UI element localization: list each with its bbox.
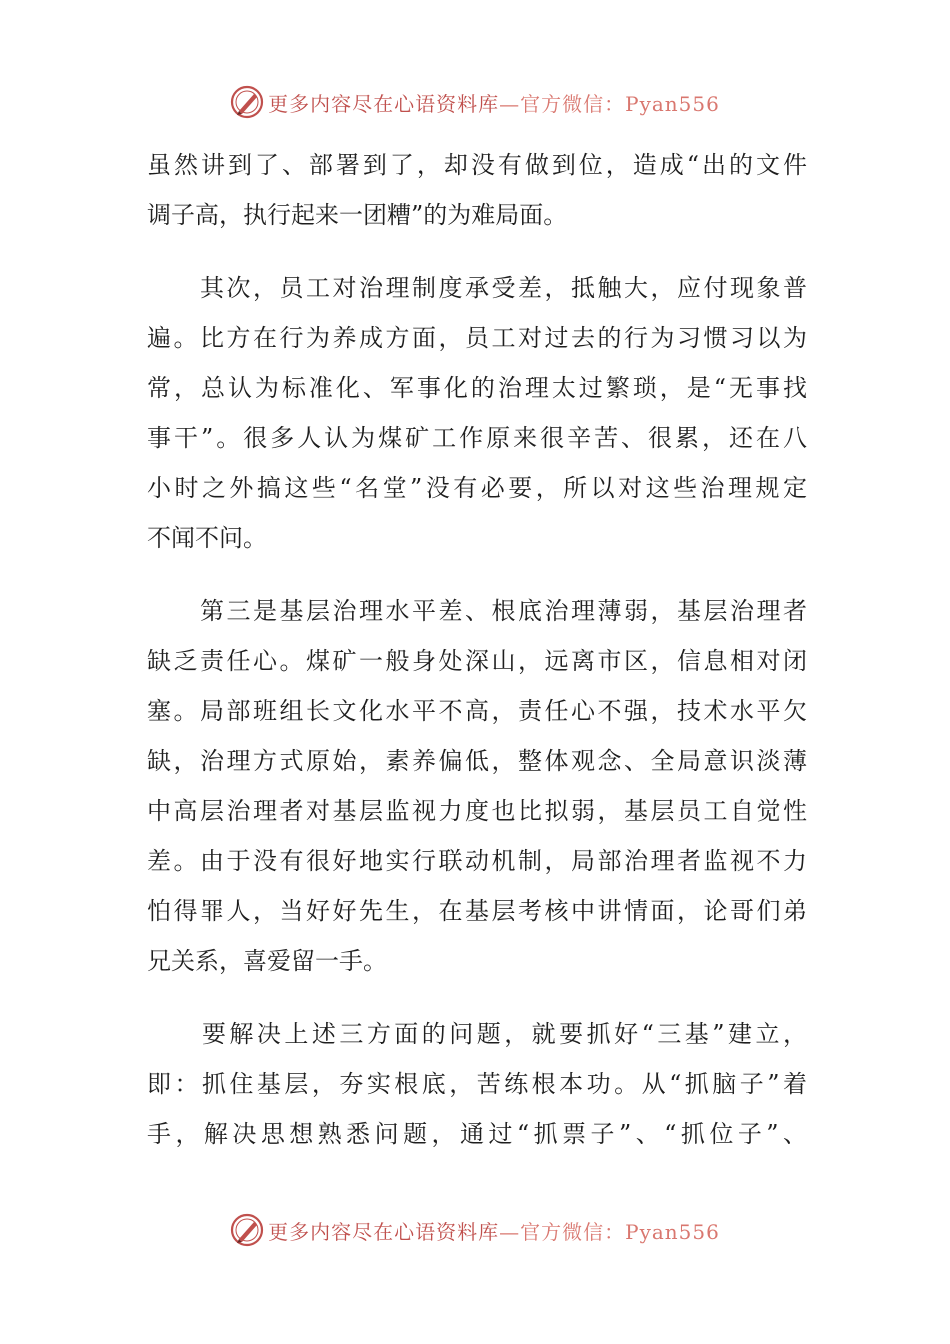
- footer-brand: 更多内容尽在心语资料库: [268, 1219, 500, 1244]
- pen-logo-icon: [230, 1213, 264, 1247]
- header-watermark: [0, 82, 950, 122]
- text-line: 兄关系，喜爱留一手。: [147, 947, 387, 975]
- header-brand: 更多内容尽在心语资料库: [268, 91, 500, 116]
- text-line: 事干”。很多人认为煤矿工作原来很辛苦、很累，还在八: [147, 424, 807, 452]
- text-line: 要解决上述三方面的问题，就要抓好“三基”建立，: [147, 1020, 807, 1048]
- paragraph-2: [147, 263, 807, 563]
- text-line: 差。由于没有很好地实行联动机制，局部治理者监视不力: [147, 847, 807, 875]
- document-body: [147, 140, 807, 1159]
- text-line: 其次，员工对治理制度承受差，抵触大，应付现象普: [147, 274, 807, 302]
- text-line: 中高层治理者对基层监视力度也比拟弱，基层员工自觉性: [147, 797, 807, 825]
- text-line: 不闻不问。: [147, 524, 267, 552]
- pen-logo-icon: [230, 85, 264, 119]
- text-line: 怕得罪人，当好好先生，在基层考核中讲情面，论哥们弟: [147, 897, 807, 925]
- text-line: 即：抓住基层，夯实根底，苦练根本功。从“抓脑子”着: [147, 1070, 807, 1098]
- header-wechat: —官方微信：Pyan556: [499, 91, 720, 116]
- text-line: 小时之外搞这些“名堂”没有必要，所以对这些治理规定: [147, 474, 807, 502]
- footer-watermark: [0, 1210, 950, 1250]
- text-line: 第三是基层治理水平差、根底治理薄弱，基层治理者: [147, 597, 807, 625]
- footer-wechat: —官方微信：Pyan556: [499, 1219, 720, 1244]
- paragraph-4: [147, 1009, 807, 1159]
- paragraph-1: [147, 140, 807, 240]
- text-line: 手，解决思想熟悉问题，通过“抓票子”、“抓位子”、: [147, 1120, 807, 1148]
- text-line: 塞。局部班组长文化水平不高，责任心不强，技术水平欠: [147, 697, 807, 725]
- paragraph-3: [147, 586, 807, 986]
- header-text: [268, 88, 720, 117]
- text-line: 虽然讲到了、部署到了，却没有做到位，造成“出的文件: [147, 151, 807, 179]
- footer-text: [268, 1216, 720, 1245]
- text-line: 遍。比方在行为养成方面，员工对过去的行为习惯习以为: [147, 324, 807, 352]
- text-line: 调子高，执行起来一团糟”的为难局面。: [147, 201, 568, 229]
- text-line: 缺，治理方式原始，素养偏低，整体观念、全局意识淡薄: [147, 747, 807, 775]
- text-line: 常，总认为标准化、军事化的治理太过繁琐，是“无事找: [147, 374, 807, 402]
- text-line: 缺乏责任心。煤矿一般身处深山，远离市区，信息相对闭: [147, 647, 807, 675]
